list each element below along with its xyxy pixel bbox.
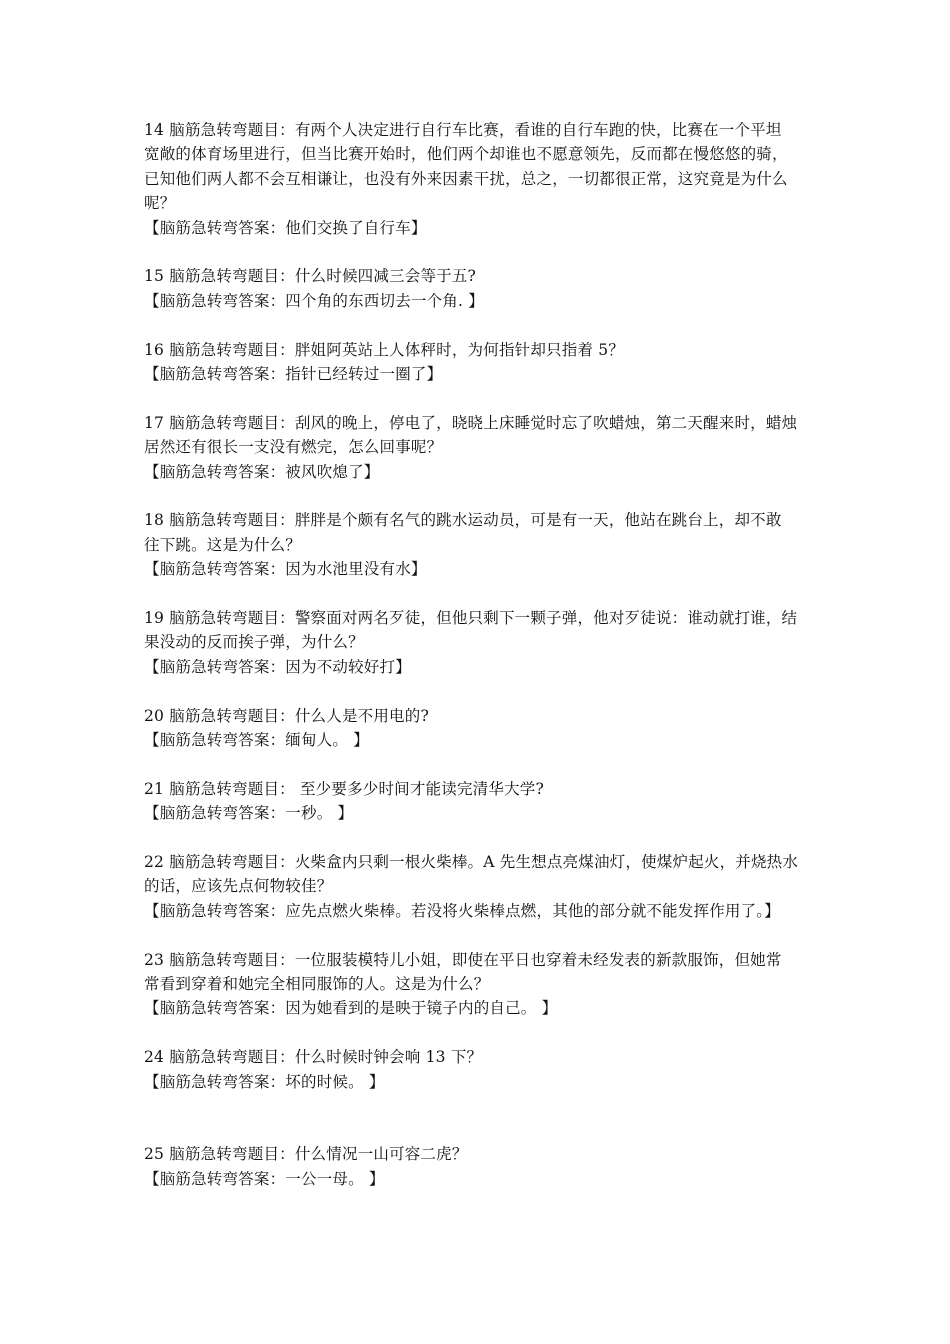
answer-line: 【脑筋急转弯答案：因为水池里没有水】: [144, 560, 427, 579]
riddle-17: [144, 411, 812, 484]
question-line: 居然还有很长一支没有燃完，怎么回事呢？: [144, 438, 443, 457]
riddle-24: [144, 1045, 812, 1094]
riddle-21: [144, 777, 812, 826]
riddle-25: [144, 1142, 812, 1191]
question-line: 的话，应该先点何物较佳？: [144, 877, 333, 896]
spacer: [144, 386, 812, 410]
question-line: 21 脑筋急转弯题目： 至少要多少时间才能读完清华大学?: [144, 779, 544, 798]
question-line: 已知他们两人都不会互相谦让，也没有外来因素干扰，总之，一切都很正常，这究竟是为什么: [144, 169, 788, 188]
answer-line: 【脑筋急转弯答案：指针已经转过一圈了】: [144, 365, 443, 384]
answer-line: 【脑筋急转弯答案：缅甸人。 】: [144, 731, 369, 750]
riddle-14: [144, 118, 812, 240]
spacer: [144, 484, 812, 508]
spacer: [144, 679, 812, 703]
riddle-22: [144, 850, 812, 923]
answer-line: 【脑筋急转弯答案：四个角的东西切去一个角. 】: [144, 291, 484, 310]
question-line: 22 脑筋急转弯题目：火柴盒内只剩一根火柴棒。A 先生想点亮煤油灯，使煤炉起火，并烧热水: [144, 853, 799, 872]
spacer: [144, 1021, 812, 1045]
riddle-20: [144, 704, 812, 753]
riddle-15: [144, 264, 812, 313]
question-line: 呢？: [144, 194, 176, 213]
spacer: [144, 752, 812, 776]
answer-line: 【脑筋急转弯答案：坏的时候。 】: [144, 1072, 385, 1091]
answer-line: 【脑筋急转弯答案：因为不动较好打】: [144, 657, 411, 676]
answer-line: 【脑筋急转弯答案：他们交换了自行车】: [144, 218, 427, 237]
question-line: 24 脑筋急转弯题目：什么时候时钟会响 13 下？: [144, 1048, 483, 1067]
question-line: 果没动的反而挨子弹，为什么？: [144, 633, 364, 652]
question-line: 宽敞的体育场里进行，但当比赛开始时，他们两个却谁也不愿意领先，反而都在慢悠悠的骑，: [144, 145, 788, 164]
question-line: 常看到穿着和她完全相同服饰的人。这是为什么？: [144, 975, 490, 994]
answer-line: 【脑筋急转弯答案：被风吹熄了】: [144, 462, 380, 481]
answer-line: 【脑筋急转弯答案：一秒。 】: [144, 804, 354, 823]
riddle-19: [144, 606, 812, 679]
answer-line: 【脑筋急转弯答案：一公一母。 】: [144, 1169, 385, 1188]
question-line: 15 脑筋急转弯题目：什么时候四减三会等于五?: [144, 267, 477, 286]
spacer: [144, 826, 812, 850]
question-line: 14 脑筋急转弯题目：有两个人决定进行自行车比赛，看谁的自行车跑的快，比赛在一个平坦: [144, 121, 782, 139]
question-line: 往下跳。这是为什么？: [144, 535, 302, 554]
question-line: 25 脑筋急转弯题目：什么情况一山可容二虎？: [144, 1145, 468, 1164]
answer-line: 【脑筋急转弯答案：应先点燃火柴棒。若没将火柴棒点燃，其他的部分就不能发挥作用了。】: [144, 901, 780, 920]
spacer: [144, 582, 812, 606]
spacer: [144, 1094, 812, 1142]
question-line: 19 脑筋急转弯题目：警察面对两名歹徒，但他只剩下一颗子弹，他对歹徒说：谁动就打谁，结: [144, 609, 798, 628]
question-line: 20 脑筋急转弯题目：什么人是不用电的?: [144, 706, 429, 725]
spacer: [144, 313, 812, 337]
question-line: 18 脑筋急转弯题目：胖胖是个颇有名气的跳水运动员，可是有一天，他站在跳台上，却不敢: [144, 511, 782, 530]
spacer: [144, 923, 812, 947]
spacer: [144, 240, 812, 264]
answer-line: 【脑筋急转弯答案：因为她看到的是映于镜子内的自己。 】: [144, 999, 558, 1018]
question-line: 23 脑筋急转弯题目：一位服装模特儿小姐，即使在平日也穿着未经发表的新款服饰，但她常: [144, 950, 782, 969]
question-line: 17 脑筋急转弯题目：刮风的晚上，停电了，晓晓上床睡觉时忘了吹蜡烛，第二天醒来时，蜡烛: [144, 413, 798, 432]
riddle-23: [144, 948, 812, 1021]
document-page: [144, 118, 812, 1191]
question-line: 16 脑筋急转弯题目：胖姐阿英站上人体秤时，为何指针却只指着 5？: [144, 340, 625, 359]
riddle-18: [144, 508, 812, 581]
riddle-16: [144, 338, 812, 387]
